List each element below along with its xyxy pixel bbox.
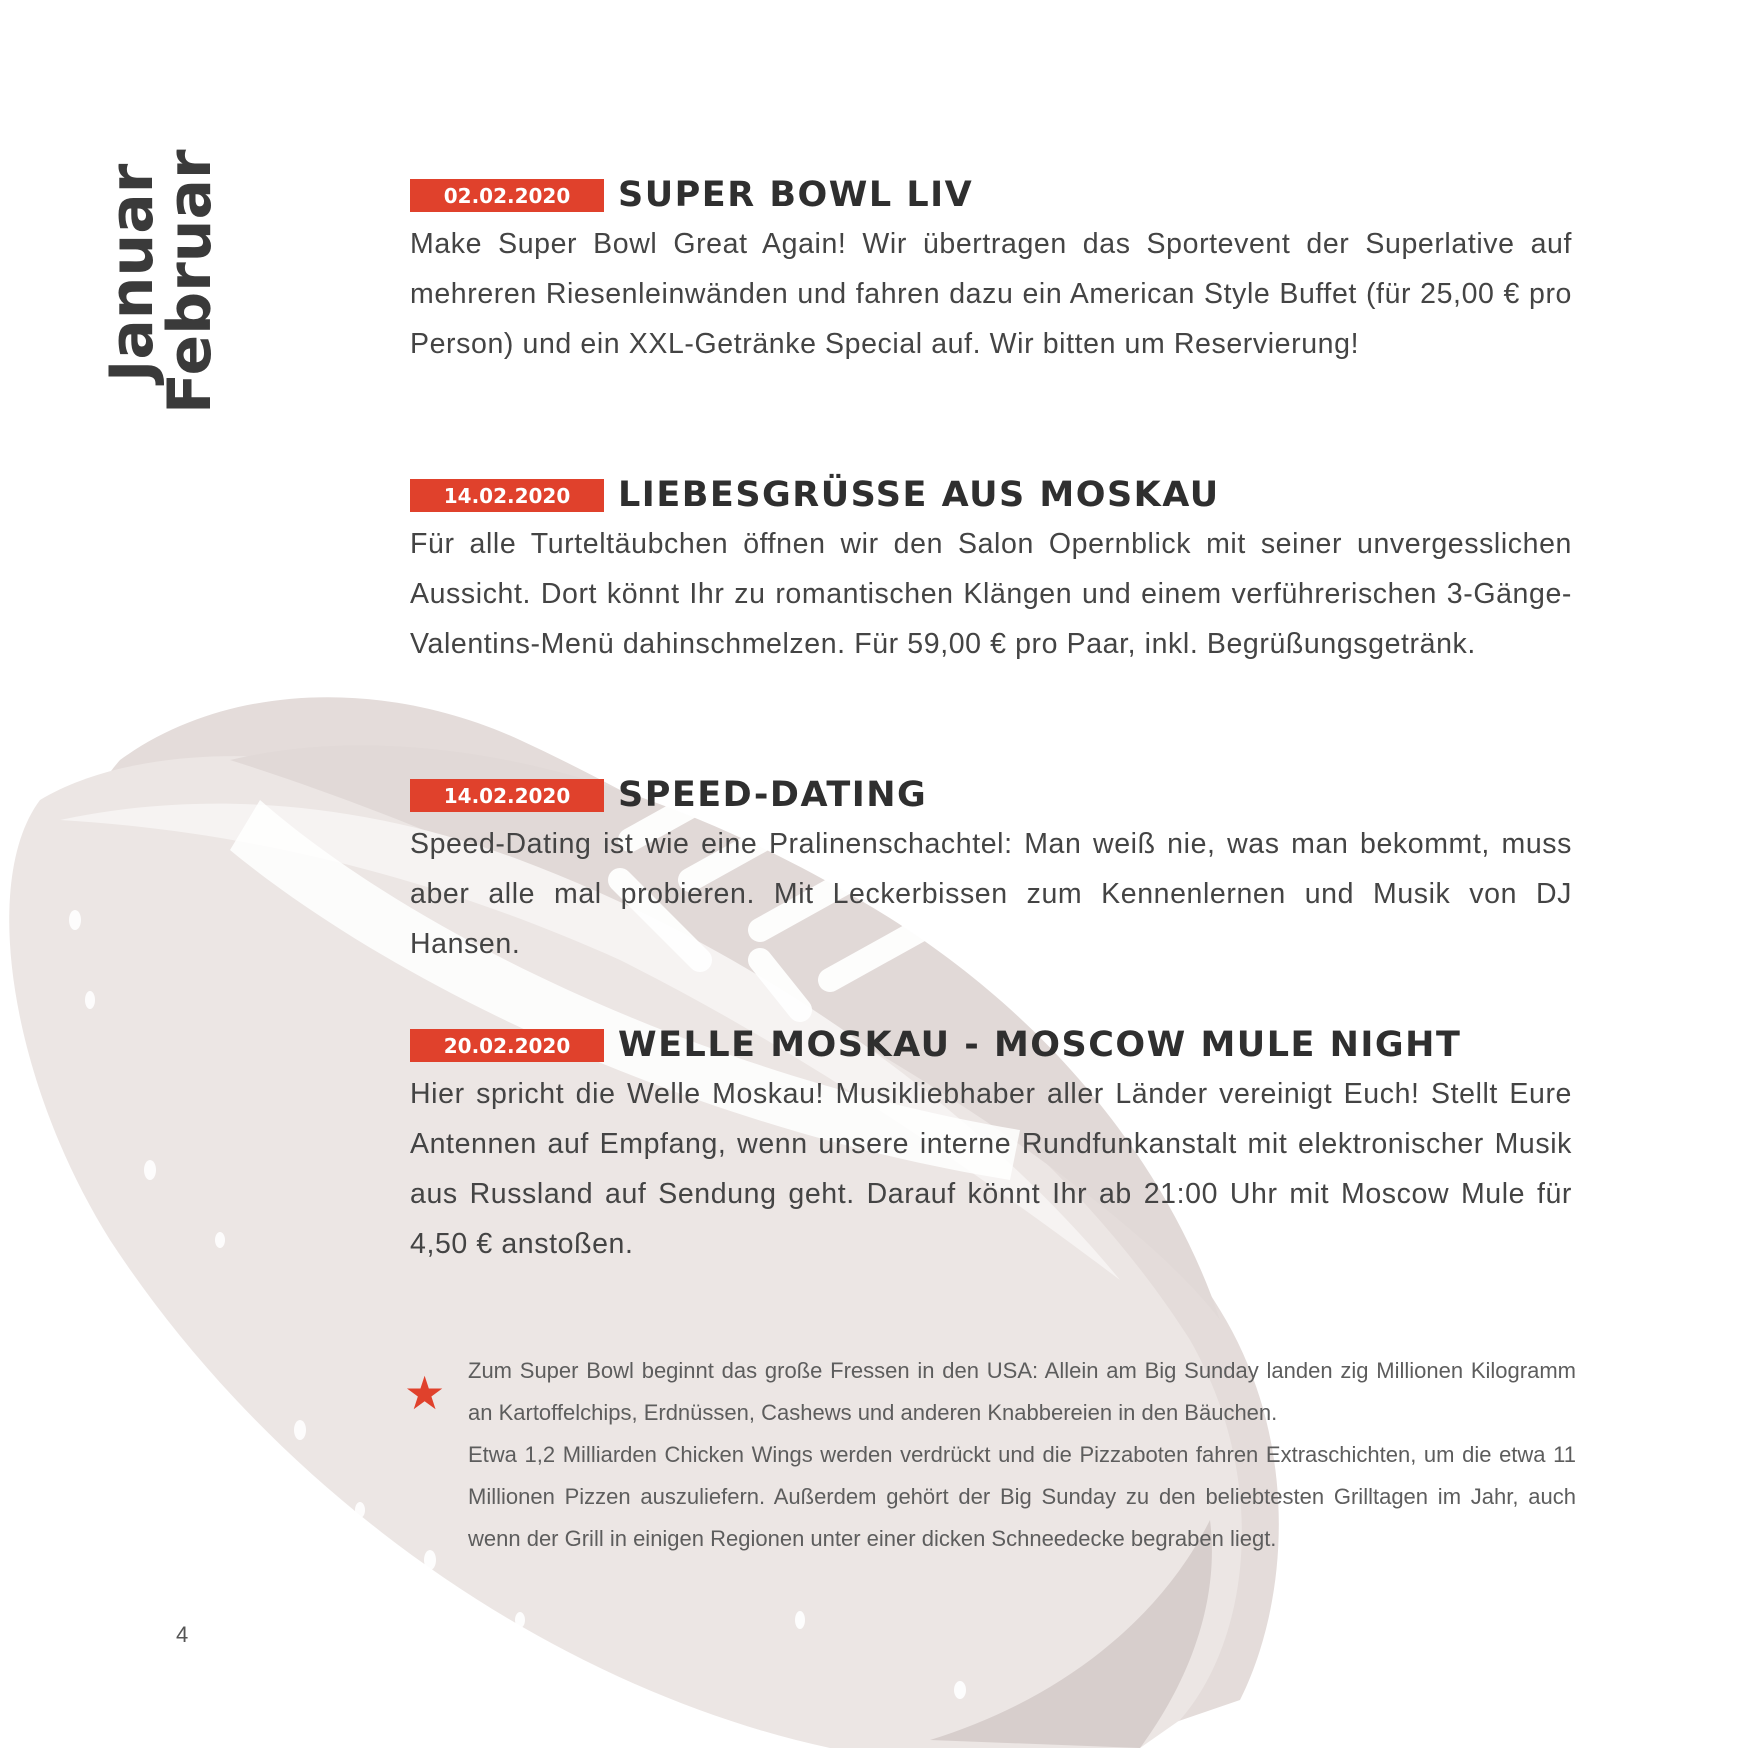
note-paragraph: Etwa 1,2 Milliarden Chicken Wings werden verdrückt und die Pizzaboten fahren Extraschichten, um die etwa 11 Millionen Pizzen auszuliefern. Außerdem gehört der Big Sunday zu den beliebtesten Grilltagen im Jahr, auch wenn der Grill in einigen Regionen unter einer dicken Schneedecke begraben liegt. (468, 1442, 1576, 1551)
month-label-februar: Februar (155, 149, 225, 414)
event-title: SPEED-DATING (618, 775, 928, 815)
event-description: Speed-Dating ist wie eine Pralinenschachtel: Man weiß nie, was man bekommt, muss aber alle mal probieren. Mit Leckerbissen zum Kennenlernen und Musik von DJ Hansen. (410, 828, 1572, 960)
event-description: Make Super Bowl Great Again! Wir übertragen das Sportevent der Superlative auf mehreren Riesenleinwänden und fahren dazu ein American Style Buffet (für 25,00 € pro Person) und ein XXL-Getränke Special auf. Wir bitten um Reservierung! (410, 228, 1572, 360)
event-title: WELLE MOSKAU - MOSCOW MULE NIGHT (618, 1025, 1462, 1065)
event-date-badge: 02.02.2020 (410, 179, 604, 212)
event-title: SUPER BOWL LIV (618, 175, 974, 215)
event-date-badge: 14.02.2020 (410, 779, 604, 812)
event-liebesgruesse (410, 475, 1572, 669)
event-speed-dating (410, 775, 1572, 969)
event-description: Hier spricht die Welle Moskau! Musikliebhaber aller Länder vereinigt Euch! Stellt Eure Antennen auf Empfang, wenn unsere interne Rundfunkanstalt mit elektronischer Musik aus Russland auf Sendung geht. Darauf könnt Ihr ab 21:00 Uhr mit Moscow Mule für 4,50 € anstoßen. (410, 1078, 1572, 1260)
event-description: Für alle Turteltäubchen öffnen wir den Salon Opernblick mit seiner unvergesslichen Aussicht. Dort könnt Ihr zu romantischen Klängen und einem verführerischen 3-Gänge-Valentins-Menü dahinschmelzen. Für 59,00 € pro Paar, inkl. Begrüßungsgetränk. (410, 528, 1572, 660)
event-date-badge: 20.02.2020 (410, 1029, 604, 1062)
event-welle-moskau (410, 1025, 1572, 1269)
super-bowl-note (404, 1350, 1576, 1560)
note-text (468, 1350, 1576, 1560)
page-number: 4 (176, 1622, 189, 1647)
event-super-bowl (410, 175, 1572, 369)
note-paragraph: Zum Super Bowl beginnt das große Fressen in den USA: Allein am Big Sunday landen zig Millionen Kilogramm an Kartoffelchips, Erdnüssen, Cashews und anderen Knabbereien in den Bäuchen. (468, 1358, 1576, 1425)
month-label-januar: Januar (97, 163, 167, 382)
event-date-badge: 14.02.2020 (410, 479, 604, 512)
star-icon: ★ (404, 1366, 446, 1420)
event-title: LIEBESGRÜSSE AUS MOSKAU (618, 475, 1220, 515)
